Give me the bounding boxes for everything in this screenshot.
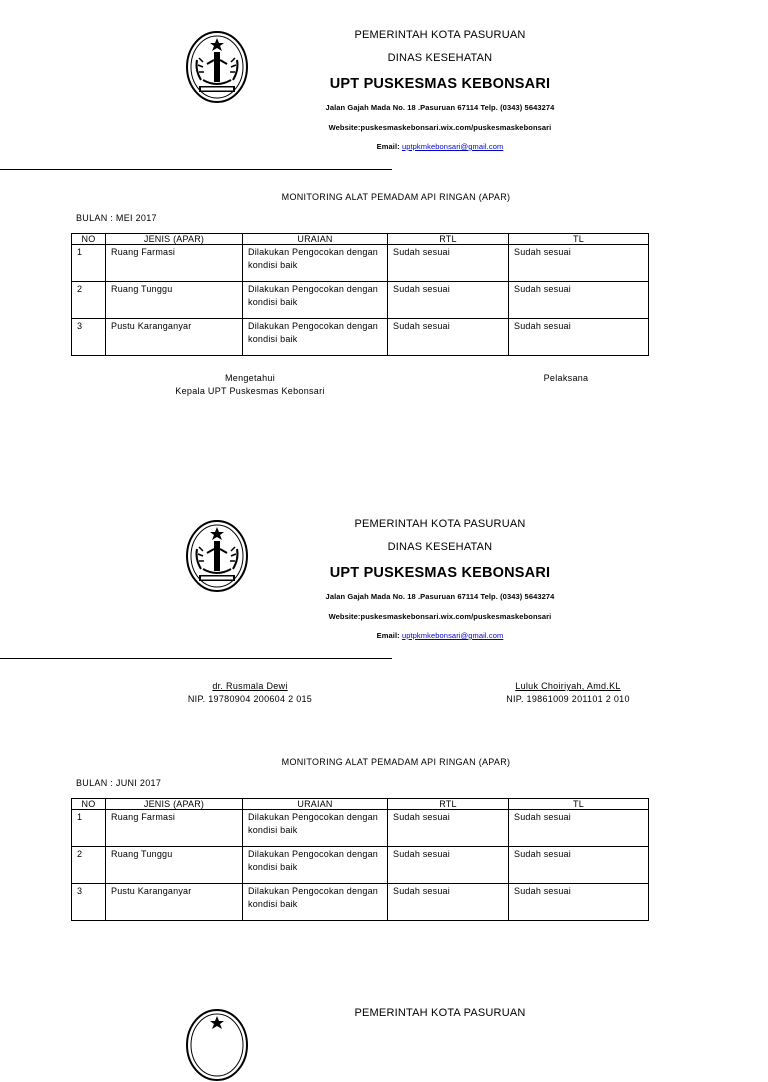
table-row	[72, 810, 649, 847]
email-label: Email:	[376, 631, 400, 640]
cell-rtl: Sudah sesuai	[388, 810, 509, 847]
signature-nip-left: NIP. 19780904 200604 2 015	[187, 694, 313, 704]
cell-rtl: Sudah sesuai	[388, 319, 509, 356]
website-line: Website:puskesmaskebonsari.wix.com/puskesmaskebonsari	[328, 123, 552, 132]
signature-label-left: Mengetahui	[224, 373, 276, 383]
cell-tl: Sudah sesuai	[509, 245, 649, 282]
cell-no: 1	[72, 810, 106, 847]
cell-tl: Sudah sesuai	[509, 847, 649, 884]
signature-name-right	[468, 681, 668, 691]
cell-jenis: Ruang Tunggu	[106, 847, 243, 884]
cell-uraian: Dilakukan Pengocokan dengan kondisi baik	[243, 884, 388, 921]
cell-uraian: Dilakukan Pengocokan dengan kondisi baik	[243, 245, 388, 282]
cell-jenis: Ruang Farmasi	[106, 245, 243, 282]
cell-no: 3	[72, 884, 106, 921]
header-uraian: URAIAN	[243, 799, 388, 810]
cell-rtl: Sudah sesuai	[388, 282, 509, 319]
email-line	[260, 631, 620, 640]
table-header-row	[72, 234, 649, 245]
letterhead-divider	[0, 169, 392, 170]
address-line: Jalan Gajah Mada No. 18 .Pasuruan 67114 Telp. (0343) 5643274	[325, 103, 555, 112]
table-row	[72, 245, 649, 282]
kota-pasuruan-crest-icon	[185, 1008, 249, 1082]
signature-role-left: Kepala UPT Puskesmas Kebonsari	[175, 386, 325, 396]
cell-jenis: Pustu Karanganyar	[106, 884, 243, 921]
cell-rtl: Sudah sesuai	[388, 884, 509, 921]
header-tl: TL	[509, 799, 649, 810]
kota-pasuruan-crest-icon	[185, 519, 249, 593]
email-line	[260, 142, 620, 151]
cell-tl: Sudah sesuai	[509, 282, 649, 319]
report-title: MONITORING ALAT PEMADAM API RINGAN (APAR)	[281, 192, 511, 202]
cell-jenis: Pustu Karanganyar	[106, 319, 243, 356]
header-jenis: JENIS (APAR)	[106, 799, 243, 810]
header-rtl: RTL	[388, 799, 509, 810]
header-no: NO	[72, 799, 106, 810]
email-link[interactable]: uptpkmkebonsari@gmail.com	[401, 142, 504, 151]
cell-jenis: Ruang Farmasi	[106, 810, 243, 847]
cell-uraian: Dilakukan Pengocokan dengan kondisi baik	[243, 319, 388, 356]
agency-line: DINAS KESEHATAN	[387, 541, 493, 553]
org-name: UPT PUSKESMAS KEBONSARI	[329, 565, 551, 581]
government-line: PEMERINTAH KOTA PASURUAN	[354, 29, 526, 41]
org-name: UPT PUSKESMAS KEBONSARI	[329, 76, 551, 92]
cell-rtl: Sudah sesuai	[388, 245, 509, 282]
table-header-row	[72, 799, 649, 810]
report-title: MONITORING ALAT PEMADAM API RINGAN (APAR)	[281, 757, 511, 767]
cell-no: 3	[72, 319, 106, 356]
cell-tl: Sudah sesuai	[509, 810, 649, 847]
cell-uraian: Dilakukan Pengocokan dengan kondisi baik	[243, 847, 388, 884]
cell-uraian: Dilakukan Pengocokan dengan kondisi baik	[243, 810, 388, 847]
cell-no: 2	[72, 847, 106, 884]
header-jenis: JENIS (APAR)	[106, 234, 243, 245]
signature-nip-right: NIP. 19861009 201101 2 010	[506, 694, 630, 704]
signatory-name: dr. Rusmala Dewi	[212, 681, 288, 691]
table-row	[72, 319, 649, 356]
report-month: BULAN : JUNI 2017	[76, 778, 162, 788]
email-label: Email:	[376, 142, 400, 151]
report-month: BULAN : MEI 2017	[76, 213, 157, 223]
cell-jenis: Ruang Tunggu	[106, 282, 243, 319]
cell-tl: Sudah sesuai	[509, 884, 649, 921]
cell-tl: Sudah sesuai	[509, 319, 649, 356]
signature-name-left	[130, 681, 370, 691]
cell-uraian: Dilakukan Pengocokan dengan kondisi baik	[243, 282, 388, 319]
signatory-name: Luluk Choiriyah, Amd.KL	[515, 681, 621, 691]
website-line: Website:puskesmaskebonsari.wix.com/puskesmaskebonsari	[328, 612, 552, 621]
cell-no: 2	[72, 282, 106, 319]
letterhead-divider	[0, 658, 392, 659]
apar-table	[71, 798, 649, 921]
government-line: PEMERINTAH KOTA PASURUAN	[354, 518, 526, 530]
cell-no: 1	[72, 245, 106, 282]
email-link[interactable]: uptpkmkebonsari@gmail.com	[401, 631, 504, 640]
header-tl: TL	[509, 234, 649, 245]
cell-rtl: Sudah sesuai	[388, 847, 509, 884]
signature-label-right: Pelaksana	[543, 373, 589, 383]
address-line: Jalan Gajah Mada No. 18 .Pasuruan 67114 Telp. (0343) 5643274	[325, 592, 555, 601]
table-row	[72, 884, 649, 921]
header-no: NO	[72, 234, 106, 245]
table-row	[72, 847, 649, 884]
header-uraian: URAIAN	[243, 234, 388, 245]
government-line: PEMERINTAH KOTA PASURUAN	[354, 1007, 526, 1019]
agency-line: DINAS KESEHATAN	[387, 52, 493, 64]
table-row	[72, 282, 649, 319]
kota-pasuruan-crest-icon	[185, 30, 249, 104]
header-rtl: RTL	[388, 234, 509, 245]
apar-table	[71, 233, 649, 356]
